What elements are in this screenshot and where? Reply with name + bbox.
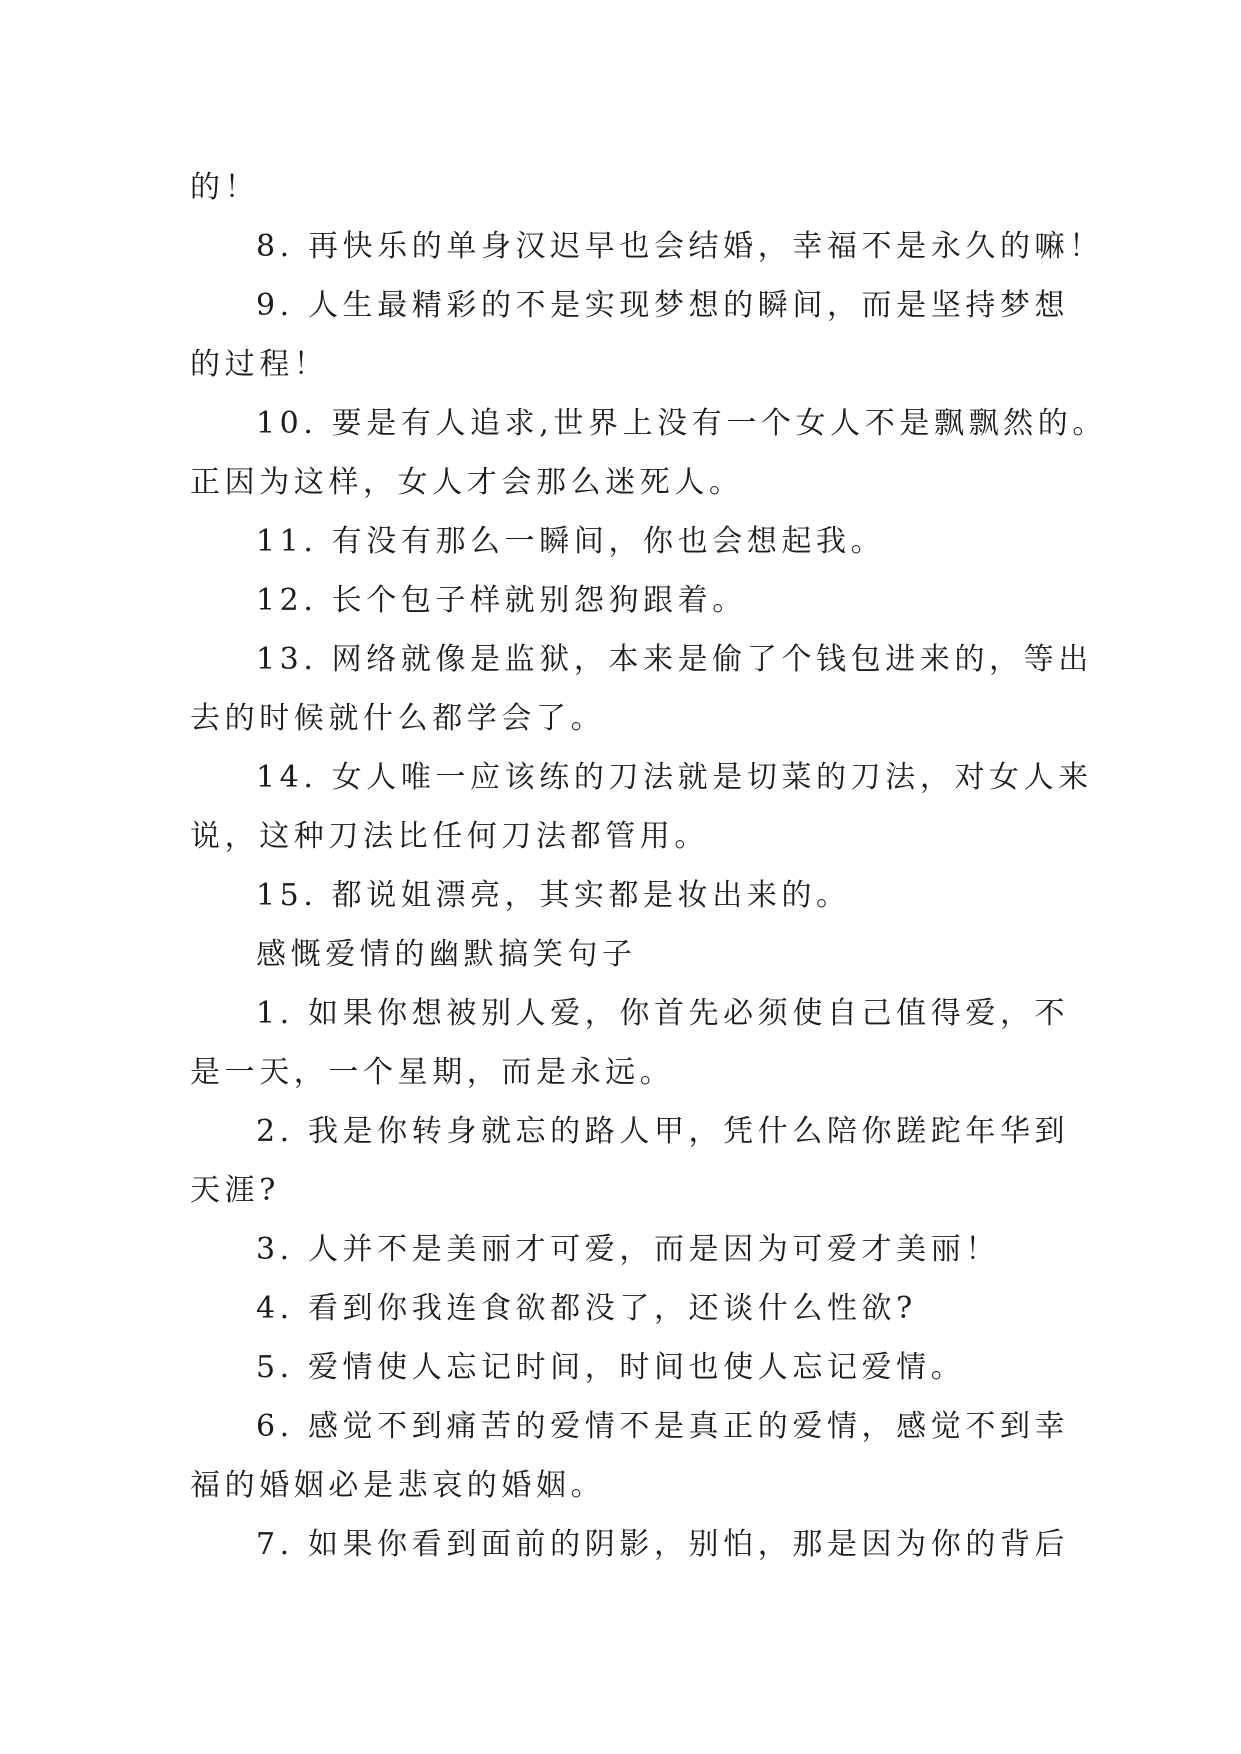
paragraph-line: 感慨爱情的幽默搞笑句子: [256, 937, 637, 972]
document-body: [190, 158, 1107, 1574]
continuation-line: 是一天，一个星期，而是永远。: [190, 1055, 675, 1090]
continuation-line: 正因为这样，女人才会那么迷死人。: [190, 465, 744, 500]
continuation-line: 福的婚姻必是悲哀的婚姻。: [190, 1468, 606, 1503]
paragraph-line: 14. 女人唯一应该练的刀法就是切菜的刀法，对女人来: [256, 760, 1093, 795]
paragraph-line: 1. 如果你想被别人爱，你首先必须使自己值得爱，不: [256, 996, 1070, 1031]
paragraph-line: 5. 爱情使人忘记时间，时间也使人忘记爱情。: [256, 1350, 966, 1385]
paragraph-line: 8. 再快乐的单身汉迟早也会结婚，幸福不是永久的嘛！: [256, 229, 1104, 264]
paragraph-line: 12. 长个包子样就别怨狗跟着。: [256, 583, 747, 618]
paragraph-line: 13. 网络就像是监狱，本来是偷了个钱包进来的，等出: [256, 642, 1093, 677]
continuation-line: 的！: [190, 170, 260, 205]
continuation-line: 的过程！: [190, 347, 329, 382]
paragraph-line: 3. 人并不是美丽才可爱，而是因为可爱才美丽！: [256, 1232, 1000, 1267]
paragraph-line: 2. 我是你转身就忘的路人甲，凭什么陪你蹉跎年华到: [256, 1114, 1070, 1149]
continuation-line: 天涯?: [190, 1173, 280, 1208]
paragraph-line: 9. 人生最精彩的不是实现梦想的瞬间，而是坚持梦想: [256, 288, 1070, 323]
continuation-line: 说，这种刀法比任何刀法都管用。: [190, 819, 709, 854]
paragraph-line: 7. 如果你看到面前的阴影，别怕，那是因为你的背后: [256, 1527, 1070, 1562]
paragraph-line: 6. 感觉不到痛苦的爱情不是真正的爱情，感觉不到幸: [256, 1409, 1070, 1444]
paragraph-line: 11. 有没有那么一瞬间，你也会想起我。: [256, 524, 886, 559]
continuation-line: 去的时候就什么都学会了。: [190, 701, 606, 736]
paragraph-line: 10. 要是有人追求,世界上没有一个女人不是飘飘然的。: [256, 406, 1107, 441]
paragraph-line: 4. 看到你我连食欲都没了，还谈什么性欲?: [256, 1291, 917, 1326]
paragraph-line: 15. 都说姐漂亮，其实都是妆出来的。: [256, 878, 851, 913]
